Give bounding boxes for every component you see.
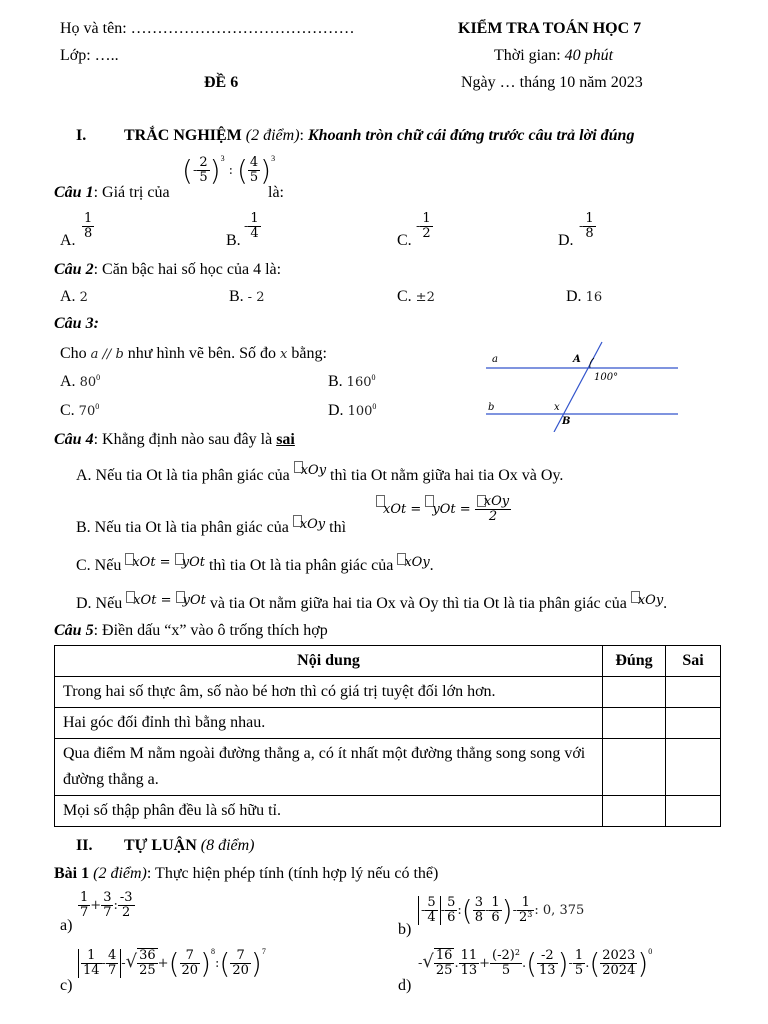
q3-option-d[interactable]: D. $100^0$ — [328, 402, 377, 419]
q4-option-a[interactable]: A. Nếu tia Ot là tia phân giác của $^{xOy}$ thì tia Ot nằm giữa hai tia Ox và Oy. — [76, 463, 564, 484]
q2-option-c[interactable]: C. ±2 — [397, 288, 435, 305]
q5-stem: Câu 5: Điền dấu “x” vào ô trống thích hợp — [54, 622, 328, 639]
false-cell[interactable] — [666, 739, 721, 796]
true-cell[interactable] — [603, 739, 666, 796]
q4-label: Câu 4 — [54, 431, 94, 448]
false-cell[interactable] — [666, 796, 721, 827]
true-cell[interactable] — [603, 796, 666, 827]
section1-instruction: Khoanh tròn chữ cái đứng trước câu trả lời đúng — [308, 127, 635, 144]
q2-option-d[interactable]: D. 16 — [566, 288, 603, 305]
section1-roman: I. — [76, 127, 87, 144]
q1-option-a[interactable]: A. — [60, 232, 76, 249]
x-angle-label: x — [554, 402, 560, 413]
q1-option-c-value: - $\frac{1}{2}$ — [416, 211, 431, 241]
bai1-stem: Bài 1 (2 điểm): Thực hiện phép tính (tính hợp lý nếu có thể) — [54, 865, 439, 882]
table-row — [55, 739, 721, 796]
part-a-label: a) — [60, 917, 73, 934]
point-b-label: B — [562, 416, 571, 427]
header-false: Sai — [666, 646, 721, 677]
time-label: Thời gian: — [494, 47, 561, 64]
row-statement: Qua điểm M nằm ngoài đường thẳng a, có ít nhất một đường thẳng song song với đường thẳng a. — [55, 739, 603, 796]
section1-heading: I. TRẮC NGHIỆM (2 điểm): Khoanh tròn chữ cái đứng trước câu trả lời đúng — [76, 127, 635, 144]
q2-stem — [54, 261, 281, 279]
part-c-expression: $\frac{1}{14}$ - $\frac{4}{7}$ -√ $\frac{36}{25}$ +( $\frac{7}{20}$ )$^8$:( $\frac{7}{20}$ )$^7$ — [78, 947, 266, 980]
point-a-label: A — [573, 354, 581, 365]
part-d-label: d) — [398, 977, 412, 994]
q3-option-c[interactable]: C. $70^0$ — [60, 402, 100, 419]
q4-option-b-formula: xOt = yOt = $\frac{\text{xOy}}{2}$ — [376, 495, 511, 523]
q3-label: Câu 3: — [54, 315, 99, 332]
false-cell[interactable] — [666, 677, 721, 708]
date-line: Ngày … tháng 10 năm 2023 — [461, 74, 643, 91]
q4-option-b[interactable]: B. Nếu tia Ot là tia phân giác của $^{xOy}$ thì — [76, 517, 347, 536]
time-value: 40 phút — [564, 47, 614, 64]
section2-heading: II. TỰ LUẬN (8 điểm) — [76, 837, 255, 854]
part-b-expression: - $\frac{5}{4}$ - $\frac{5}{6}$ :( $\frac{3}{8}$ - $\frac{1}{6}$ )- $\frac{1}{2^3}$ : 0, 375 — [418, 894, 584, 927]
angle-label: 100° — [594, 372, 619, 383]
parallel-lines-figure — [482, 340, 682, 432]
q5-label: Câu 5 — [54, 622, 94, 639]
section1-points: (2 điểm) — [245, 127, 300, 144]
part-d-expression: -√ $\frac{16}{25}$ . $\frac{11}{13}$ + $\frac{(-2)^2}{5}$ .( $\frac{-2}{13}$ )- $\frac{1}{5}$ .( $\frac{2023}{2024}$ )$^0$ — [418, 947, 653, 980]
row-statement: Trong hai số thực âm, số nào bé hơn thì có giá trị tuyệt đối lớn hơn. — [55, 677, 603, 708]
q1-option-b-value: - $\frac{1}{4}$ — [244, 211, 259, 241]
q1-option-d[interactable]: D. — [558, 232, 574, 249]
q3-option-a[interactable]: A. $80^0$ — [60, 373, 101, 390]
line-a-label: a — [492, 354, 498, 365]
header-true: Đúng — [603, 646, 666, 677]
q2-text: : Căn bậc hai số học của 4 là: — [93, 261, 282, 278]
q2-label: Câu 2 — [54, 261, 94, 278]
part-a-expression: $\frac{1}{7}$ + $\frac{3}{7}$ : $\frac{-3}{2}$ — [80, 890, 133, 920]
true-cell[interactable] — [603, 677, 666, 708]
section1-title: TRẮC NGHIỆM — [124, 127, 242, 144]
part-b-label: b) — [398, 921, 412, 938]
bai1-label: Bài 1 — [54, 865, 90, 882]
table-row — [55, 708, 721, 739]
q4-stem: Câu 4: Khẳng định nào sau đây là sai — [54, 431, 295, 448]
exam-title: KIỂM TRA TOÁN HỌC 7 — [458, 20, 642, 37]
q1-text: : Giá trị của — [93, 184, 170, 201]
class-line: Lớp: ….. — [60, 47, 119, 64]
q4-option-c[interactable]: C. Nếu $^{xOt = yOt}$ thì tia Ot là tia phân giác của $^{xOy}$. — [76, 555, 434, 574]
q1-option-d-value: - $\frac{1}{8}$ — [579, 211, 594, 241]
table-row — [55, 677, 721, 708]
q4-option-d[interactable]: D. Nếu $^{xOt = yOt}$ và tia Ot nằm giữa hai tia Ox và Oy thì tia Ot là tia phân giác của $^{xOy}$. — [76, 593, 668, 612]
q3-parallel: a // b — [90, 347, 124, 362]
q2-option-b[interactable]: B. - 2 — [229, 288, 265, 305]
q3-stem: Cho a // b như hình vẽ bên. Số đo x bằng: — [60, 345, 327, 362]
q1-option-c[interactable]: C. — [397, 232, 412, 249]
q3-option-b[interactable]: B. $160^0$ — [328, 373, 376, 390]
time-line — [494, 47, 613, 65]
q1-option-a-value: $\frac{1}{8}$ — [84, 211, 93, 241]
row-statement: Mọi số thập phân đều là số hữu tỉ. — [55, 796, 603, 827]
row-statement: Hai góc đối đỉnh thì bằng nhau. — [55, 708, 603, 739]
table-row — [55, 796, 721, 827]
line-b-label: b — [488, 402, 495, 413]
table-header-row — [55, 646, 721, 677]
true-cell[interactable] — [603, 708, 666, 739]
q1-stem — [54, 184, 170, 202]
q4-emphasis: sai — [276, 431, 295, 448]
q1-option-b[interactable]: B. — [226, 232, 241, 249]
q2-option-a[interactable]: A. 2 — [60, 288, 88, 305]
q1-label: Câu 1 — [54, 184, 94, 201]
exam-code: ĐỀ 6 — [204, 74, 239, 91]
student-name-line: Họ và tên: …………………………………… — [60, 20, 355, 37]
false-cell[interactable] — [666, 708, 721, 739]
part-c-label: c) — [60, 977, 73, 994]
true-false-table — [54, 645, 721, 827]
header-content: Nội dung — [55, 646, 603, 677]
q1-expression: (- $\frac{2}{5}$ )$^3$ : ( $\frac{4}{5}$ )$^3$ — [182, 154, 276, 187]
q1-suffix: là: — [268, 184, 284, 201]
